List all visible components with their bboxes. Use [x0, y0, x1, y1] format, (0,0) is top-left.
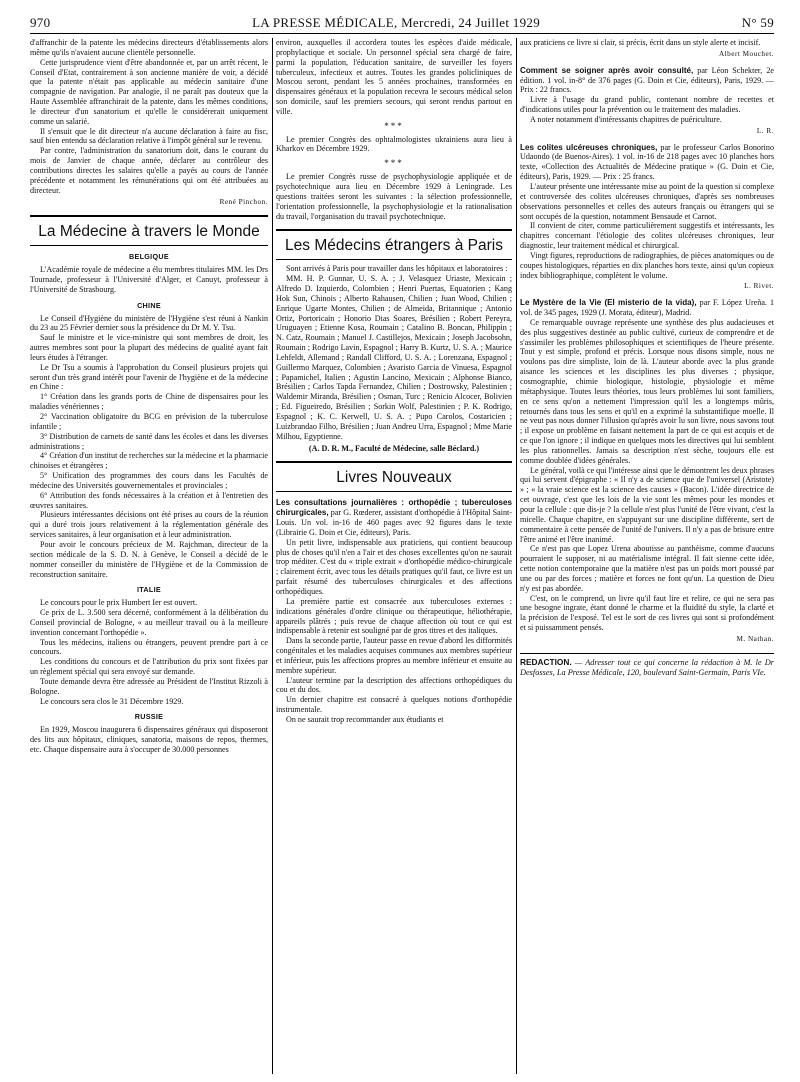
paragraph: L'auteur présente une intéressante mise au point de la question si complexe et controversée des colites ulcéreuses chroniques, d'après ses nombreuses observations personnelles et celles des auteurs français ou étrangers qui se sont occupés de la question, notamment Bensaude et Carnot. — [520, 181, 774, 221]
paragraph: aux praticiens ce livre si clair, si précis, écrit dans un style alerte et incisif. — [520, 38, 761, 47]
paragraph: En 1929, Moscou inaugurera 6 dispensaires généraux qui disposeront des lits aux hôpitaux, cliniques, sanatoria, maisons de repos, thermes, etc. Chaque dispensaire aura à s'occuper de 30.000 personnes — [30, 725, 268, 754]
column-rule-2 — [516, 38, 517, 1074]
country-heading-russie: RUSSIE — [134, 712, 164, 722]
author-signature: L. R. — [756, 126, 774, 135]
redaction-notice — [520, 653, 774, 678]
book-review — [520, 66, 774, 137]
paragraph: Ce n'est pas que Lopez Urena aboutisse au panthéisme, comme d'aucuns pourraient le supposer, ni au matérialisme intégral. Il fait sienne cette idée, cette notion contemporaine que la matière n'est pas un poids mort poussé par une ou par des forces ; matière et forces ne font qu'un. La question de Dieu n'y est pas abordée. — [520, 544, 774, 593]
author-signature: Albert Mouchet. — [718, 49, 774, 58]
country-heading-chine: CHINE — [137, 300, 161, 310]
book-title: Les colites ulcéreuses chroniques, — [520, 142, 658, 152]
book-reference: par F. López Ureña. 1 vol. de 345 pages, 1929 (J. Morata, éditeur), Madrid. — [520, 298, 774, 318]
paragraph: Le concours pour le prix Humbert Ier est ouvert. — [40, 598, 198, 608]
book-review — [276, 498, 512, 724]
column-3 — [520, 38, 774, 1074]
paragraph: Cette jurisprudence vient d'être abandonnée et, par un arrêt récent, le Conseil d'Etat, contrairement à son ancienne manière de voir, a décidé que la patente n'était pas applicable au médecin sanitaire d'une compagnie de navigation. Par analogie, il ne paraît pas douteux que la Haute Assemblée affranchirait de la patente, dans les mêmes conditions, le directeur d'un sanatorium et qu'elle le considérerait uniquement comme un salarié. — [30, 57, 268, 126]
paragraph: Tous les médecins, italiens ou étrangers, peuvent prendre part à ce concours. — [30, 637, 268, 657]
paragraph: MM. H. P. Gunnar, U. S. A. ; J. Velasquez Uriaste, Mexicain ; Alfredo D. Izquierdo, Colombien ; Henri Puertas, Equatorien ; Kang Hok Sun, Chinois ; Alberto Rahausen, Chilien ; Juan Wood, Chilien ; Enrique Ugarte Montes, Chilien ; de Almeida, Britannique ; Antonio Ortiz, Portoricain ; Honorio Dias Soares, Brésilien ; Robert Pereyra, Uruguayen ; Etienne Kosa, Roumain ; Catalino B. Boncan, Philippin ; N. Catz, Roumain ; Manuel J. Castillejos, Mexicain ; Joseph Jacobsohn, Roumain ; Rodrigo Lavin, Espagnol ; Harry B. Kurtz, U. S. A. ; Maurice Lehfeldt, Allemand ; Randall Clifford, U. S. A. ; Lorenzana, Espagnol ; Guillermo Marquez, Colombien ; Avaristo Garcia de Vinuesa, Espagnol ; Papamichel, Italien ; Agustin Lancino, Mexicain ; Alphonse Bianco, Brésilien ; Carlos Tapda Fernandez, Chilien ; Dostrowsky, Palestinien ; Waldemir Miranda, Brésilien ; Osman, Turc ; Renicio Alcocer, Bolivien ; Ed. Figueiredo, Brésilien ; Sorkin Wolf, Palestinien ; P. K. Rodrigo, Espagnol ; K. C. Kerwell, U. S. A. ; Pupo Carolos, Costaricien ; Luizbrandao Filho, Brésilien ; Juan Andreu Urra, Espagnol ; Mme Marie Milhou, Egyptienne. — [276, 274, 512, 441]
paragraph: Le Dr Tsu a soumis à l'approbation du Conseil plusieurs projets qui seront d'un très grand intérêt pour l'avenir de l'hygiène et de la médecine en Chine : — [30, 362, 268, 392]
paragraph: Les conditions du concours et de l'attribution du prix sont fixées par un règlement spécial qui sera envoyé sur demande. — [30, 657, 268, 677]
list-item: 5° Unification des programmes des cours dans les Facultés de médecine des Universités gouvernementales et provinciales ; — [30, 471, 268, 490]
paragraph: Vingt figures, reproductions de radiographies, de pièces anatomiques ou de coupes histologiques, réparties en dix planches hors texte, ainsi qu'un copieux index bibliographique, complètent le volume. — [520, 250, 774, 280]
paragraph: Le premier Congrès russe de psychophysiologie appliquée et de psychotechnique aura lieu en Décembre 1929 à Leningrade. Les questions traitées seront les suivantes : la sélection professionnelle, l'orientation professionnelle, la psychophysiologie et la rationalisation du travail, l'organisation du travail psychotechnique. — [276, 172, 512, 221]
paragraph: Le Conseil d'Hygiène du ministère de l'Hygiène s'est réuni à Nankin du 23 au 25 Février dernier sous la présidence du Dr M. Y. Tsu. — [30, 313, 268, 333]
paragraph: Ce prix de L. 3.500 sera décerné, conformément à la délibération du Conseil provincial de Bologne, « au meilleur travail ou à la meilleure invention concernant l'orthopédie ». — [30, 608, 268, 637]
paragraph: Il s'ensuit que le dit directeur n'a aucune déclaration à faire au fisc, sauf bien entendu sa déclaration relative à l'impôt général sur le revenu. — [30, 126, 268, 146]
paragraph: Sont arrivés à Paris pour travailler dans les hôpitaux et laboratoires : — [286, 264, 508, 274]
paragraph: C'est, on le comprend, un livre qu'il faut lire et relire, ce qui ne sera pas une besogne ingrate, étant donné le charme et la fluidité du style, la clarté et la précision de l'exposé. Tel est le sort de ces livres qui sont si profondément et si puissamment pensés. — [520, 593, 774, 633]
page-number: 970 — [30, 15, 51, 30]
list-item: 1° Création dans les grands ports de Chine de dispensaires pour les maladies vénériennes ; — [30, 392, 268, 412]
paragraph: Un dernier chapitre est consacré à quelques notions d'orthopédie instrumentale. — [276, 695, 512, 715]
book-entry — [276, 498, 512, 537]
paragraph: Livre à l'usage du grand public, contenant nombre de recettes et d'indications utiles pour la prévention ou le traitement des maladies. — [520, 95, 774, 115]
separator-stars: *** — [384, 158, 404, 169]
list-item: 6° Attribution des fonds nécessaires à la création et à l'entretien des œuvres sanitaires. — [30, 490, 268, 510]
paragraph: environ, auxquelles il accordera toutes les espèces d'aide médicale, prophylactique et sociale. Un personnel spécial sera chargé de faire, parmi la population, l'éducation sanitaire, de surveiller les foyers tuberculeux, infectieux et autres. Toutes les grandes policliniques de Moscou seront, pendant les 5 années prochaines, transformées en dispensaires généraux et la population recevra le secours médical selon son domicile, sauf les premiers secours, qui seront rendus partout en ville. — [276, 38, 512, 116]
book-reference: par le professeur Carlos Bonorino Udaondo (de Buenos-Aires). 1 vol. in-16 de 218 pages avec 10 planches hors texte, «Collection des Actualités de Médecine pratique » (G. Doin et Cie, éditeurs), Paris, 1929. — Prix : 25 francs. — [520, 142, 774, 182]
redaction-text: — Adresser tout ce qui concerne la rédaction à M. le Dr Desfosses, La Presse Médicale, 120, boulevard Saint-Germain, Paris VIe. — [520, 657, 774, 677]
paragraph: L'auteur termine par la description des affections orthopédiques du cou et du dos. — [276, 675, 512, 695]
section-title-etrangers: Les Médecins étrangers à Paris — [276, 229, 512, 260]
paragraph: Il convient de citer, comme particulièrement suggestifs et intéressants, les chapitres concernant l'étiologie des colites ulcéreuses chroniques, leur diagnostic, leur traitement médical et chirurgical. — [520, 221, 774, 251]
section-title-monde: La Médecine à travers le Monde — [30, 215, 268, 246]
paragraph: On ne saurait trop recommander aux étudiants et — [286, 714, 444, 724]
paragraph: A noter notamment d'intéressants chapitres de puériculture. — [530, 114, 722, 124]
paragraph: Le concours sera clos le 31 Décembre 1929. — [40, 696, 184, 706]
book-reference: par Léon Schekter, 2e édition. 1 vol. in-8° de 376 pages (G. Doin et Cie, éditeurs), Paris, 1929. — Prix : 22 francs. — [520, 65, 774, 95]
paragraph: Sauf le ministre et le vice-ministre qui sont membres de droit, les autres membres sont pour la plupart des médecins de qualité ayant fait leurs études à l'étranger. — [30, 333, 268, 362]
issue-number: N° 59 — [741, 15, 774, 30]
page-header — [30, 14, 774, 32]
paragraph: Toute demande devra être adressée au Président de l'Institut Rizzoli à Bologne. — [30, 676, 268, 696]
list-item: 4° Création d'un institut de recherches sur la médecine et la pharmacie chinoises et étrangères ; — [30, 451, 268, 471]
paragraph: Le premier Congrès des ophtalmologistes ukrainiens aura lieu à Kharkov en Décembre 1929. — [276, 134, 512, 154]
paragraph: Plusieurs intéressantes décisions ont été prises au cours de la réunion qui a duré trois jours relativement à la réglementation générale des services sanitaires, à leur organisation et à leur administration. — [30, 510, 268, 540]
book-review — [520, 143, 774, 293]
book-reference: par G. Rœderer, assistant d'orthopédie à l'Hôpital Saint-Louis. Un vol. in-16 de 460 pages avec 92 figures dans le texte (Librairie G. Doin et Cie, éditeurs), Paris. — [276, 508, 512, 537]
paragraph: L'Académie royale de médecine a élu membres titulaires MM. les Drs Tournade, professeur à l'Université d'Alger, et Canuyt, professeur à l'Université de Strasbourg. — [30, 265, 268, 294]
section-title-livres: Livres Nouveaux — [276, 461, 512, 492]
column-1 — [30, 38, 268, 1074]
paragraph: Ce remarquable ouvrage représente une synthèse des plus audacieuses et des plus suggestives destinée au public cultivé, curieux de comprendre et de s'assimiler les problèmes philosophiques et scientifiques de l'heure présente. Tout y est simple, profond et précis. Lorsque nous disons simple, nous ne voulons pas dire simpliste, loin de là. L'auteur aborde avec la plus grande aisance les sciences et les disciplines les plus diverses ; physique, cosmographie, chimie biologique, histologie, physiologie et même métaphysique. Toutes leurs théories, tous leurs problèmes lui sont familiers, en ce sens qu'on a nettement l'impression qu'il les a longtemps mûris, retournés dans tous les sens et qu'il en a exprimé la substantifique moelle. Il ne veut pas nous donner l'illusion qu'après avoir lu son livre, nous savons tout ; il expose un problème en faisant nettement la part de ce qui est acquis et de ce que l'on ignore ; il indique en quelques mots les directives qui lui semblent les plus rationnelles. Jamais sa description n'est sèche, toujours elle est comme doublée d'idées générales. — [520, 317, 774, 465]
journal-title: LA PRESSE MÉDICALE, Mercredi, 24 Juillet 1929 — [252, 15, 540, 30]
paragraph: La première partie est consacrée aux tuberculoses externes : indications générales d'ordre clinique ou thérapeutique, héliothérapie, appareils plâtrés ; puis revue de chaque affection où tout ce qui est indispensable à retenir est souligné par de gros titres et des italiques. — [276, 596, 512, 636]
paragraph: Dans la seconde partie, l'auteur passe en revue d'abord les difformités congénitales et les maladies acquises communes aux membres supérieur et inférieur, puis les affections propres au membre inférieur et ensuite au membre supérieur. — [276, 636, 512, 675]
book-review — [520, 298, 774, 645]
paragraph: Par contre, l'administration du sanatorium doit, dans le courant du mois de Janvier de chaque année, déclarer au contrôleur des contributions directes les salaires qu'elle a payés au cours de l'année précédente et notamment les rémunérations qui ont été attribuées au directeur. — [30, 146, 268, 195]
author-signature: L. Rivet. — [744, 282, 774, 291]
paragraph: Pour avoir le concours précieux de M. Rajchman, directeur de la section médicale de la S. D. N. à Genève, le Conseil a décidé de le nommer conseiller du ministère de l'Hygiène et de la Commission de reconstruction sanitaire. — [30, 539, 268, 579]
book-entry — [520, 298, 774, 318]
credit-line: (A. D. R. M., Faculté de Médecine, salle Béclard.) — [308, 443, 480, 453]
book-title: Comment se soigner après avoir consulté, — [520, 65, 694, 75]
book-title: Les consultations journalières : orthopédie ; tuberculoses chirurgicales, — [276, 498, 512, 518]
redaction-label: REDACTION. — [520, 656, 572, 667]
header-rule — [30, 33, 774, 34]
separator-stars: *** — [384, 120, 404, 131]
paragraph: Un petit livre, indispensable aux praticiens, qui contient beaucoup plus de choses qu'il n'en a l'air et des choses excellentes qu'on ne saurait trop méditer. C'est du « triple extrait » d'orthopédie médico-chirurgicale ; clairement écrit, avec tous les détails pratiques qu'il faut, ce livre est un parfait résumé des tuberculoses chirurgicales et des affections orthopédiques. — [276, 537, 512, 596]
paragraph: Le général, voilà ce qui l'intéresse ainsi que le démontrent les deux phrases qui lui servent d'épigraphe : « Il n'y a de science que de l'universel (Aristote) » ; « la vraie science est la science des causes » (Bacon). L'idée directrice de cet ouvrage, c'est que les lois de la vie sont les mêmes pour les mondes et pour la cellule : que dis-je ? la cellule n'est plus l'unité de l'être vivant, c'est la micelle. Chaque chapitre, en s'appuyant sur une discipline différente, sert de commentaire à cette pensée de l'unité de l'univers. Il n'y a pas de brisure entre l'être animé et l'être inanimé. — [520, 465, 774, 544]
country-heading-italie: ITALIE — [136, 585, 162, 595]
paragraph: d'affranchir de la patente les médecins directeurs d'établissements alors même qu'ils n'avaient aucune clientèle personnelle. — [30, 38, 268, 57]
column-rule-1 — [272, 38, 273, 1074]
book-entry — [520, 66, 774, 96]
list-item: 2° Vaccination obligatoire du BCG en prévision de la tuberculose infantile ; — [30, 412, 268, 431]
list-item: 3° Distribution de carnets de santé dans les écoles et dans les diverses administrations ; — [30, 431, 268, 451]
author-signature: René Pinchon. — [219, 197, 268, 206]
book-entry — [520, 143, 774, 182]
book-title: Le Mystère de la Vie (El misterio de la vida), — [520, 298, 697, 308]
country-heading-belgique: BELGIQUE — [129, 252, 169, 262]
author-signature: M. Nathan. — [736, 634, 774, 643]
column-2 — [276, 38, 512, 1074]
